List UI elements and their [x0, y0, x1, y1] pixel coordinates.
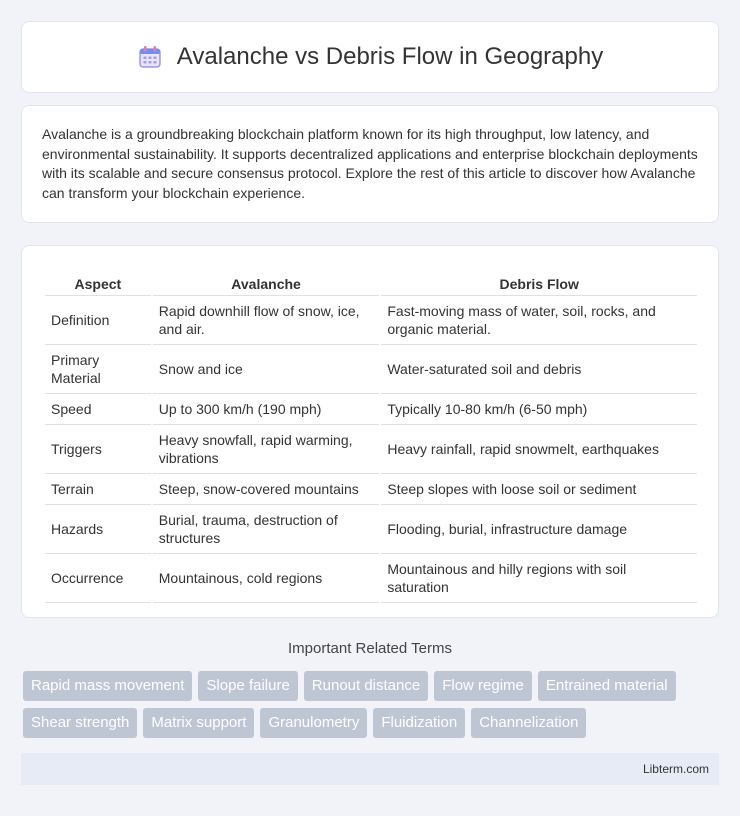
table-cell: Triggers: [45, 425, 151, 474]
table-row: [45, 394, 697, 425]
table-cell: Snow and ice: [153, 345, 380, 394]
related-terms-title: Important Related Terms: [288, 640, 452, 657]
tag-flow-regime[interactable]: Flow regime: [434, 671, 532, 701]
table-cell: Steep, snow-covered mountains: [153, 474, 380, 505]
table-cell: Primary Material: [45, 345, 151, 394]
footer-site-link[interactable]: Libterm.com: [642, 762, 709, 776]
tag-slope-failure[interactable]: Slope failure: [198, 671, 297, 701]
table-row: [45, 474, 697, 505]
title-wrap: [137, 43, 603, 71]
table-row: [45, 505, 697, 554]
tag-shear-strength[interactable]: Shear strength: [23, 708, 137, 738]
table-cell: Fast-moving mass of water, soil, rocks, and organic material.: [381, 296, 697, 345]
table-row: [45, 425, 697, 474]
table-cell: Water-saturated soil and debris: [381, 345, 697, 394]
tag-matrix-support[interactable]: Matrix support: [143, 708, 254, 738]
table-row: [45, 345, 697, 394]
table-cell: Mountainous, cold regions: [153, 554, 380, 603]
table-cell: Hazards: [45, 505, 151, 554]
page-title: Avalanche vs Debris Flow in Geography: [176, 43, 604, 70]
table-cell: Rapid downhill flow of snow, ice, and air.: [153, 296, 380, 345]
header-card: [21, 21, 719, 93]
table-cell: Up to 300 km/h (190 mph): [153, 394, 380, 425]
tag-entrained-material[interactable]: Entrained material: [538, 671, 676, 701]
tag-rapid-mass-movement[interactable]: Rapid mass movement: [23, 671, 192, 701]
header-debris-flow: Debris Flow: [381, 266, 697, 296]
comparison-table: [43, 266, 699, 603]
table-cell: Terrain: [45, 474, 151, 505]
footer: [21, 753, 719, 785]
table-cell: Speed: [45, 394, 151, 425]
header-avalanche: Avalanche: [153, 266, 380, 296]
table-cell: Flooding, burial, infrastructure damage: [381, 505, 697, 554]
comparison-table-card: [21, 245, 719, 618]
table-cell: Occurrence: [45, 554, 151, 603]
related-terms-tags: [23, 671, 723, 738]
tag-runout-distance[interactable]: Runout distance: [304, 671, 428, 701]
table-cell: Mountainous and hilly regions with soil saturation: [381, 554, 697, 603]
tag-channelization[interactable]: Channelization: [471, 708, 586, 738]
tag-granulometry[interactable]: Granulometry: [260, 708, 367, 738]
table-row: [45, 554, 697, 603]
table-cell: Steep slopes with loose soil or sediment: [381, 474, 697, 505]
header-aspect: Aspect: [45, 266, 151, 296]
intro-text: Avalanche is a groundbreaking blockchain platform known for its high throughput, low latency, and environmental sustainability. It supports decentralized applications and enterprise blockchain deployments with its scalable and secure consensus protocol. Explore the rest of this article to discover how Avalanche can transform your blockchain experience.: [42, 126, 698, 201]
table-header-row: [45, 266, 697, 296]
table-cell: Burial, trauma, destruction of structures: [153, 505, 380, 554]
table-cell: Definition: [45, 296, 151, 345]
intro-card: [21, 105, 719, 223]
table-cell: Typically 10-80 km/h (6-50 mph): [381, 394, 697, 425]
calendar-icon: [137, 44, 163, 70]
table-row: [45, 296, 697, 345]
table-cell: Heavy snowfall, rapid warming, vibrations: [153, 425, 380, 474]
table-cell: Heavy rainfall, rapid snowmelt, earthquakes: [381, 425, 697, 474]
tag-fluidization[interactable]: Fluidization: [373, 708, 465, 738]
